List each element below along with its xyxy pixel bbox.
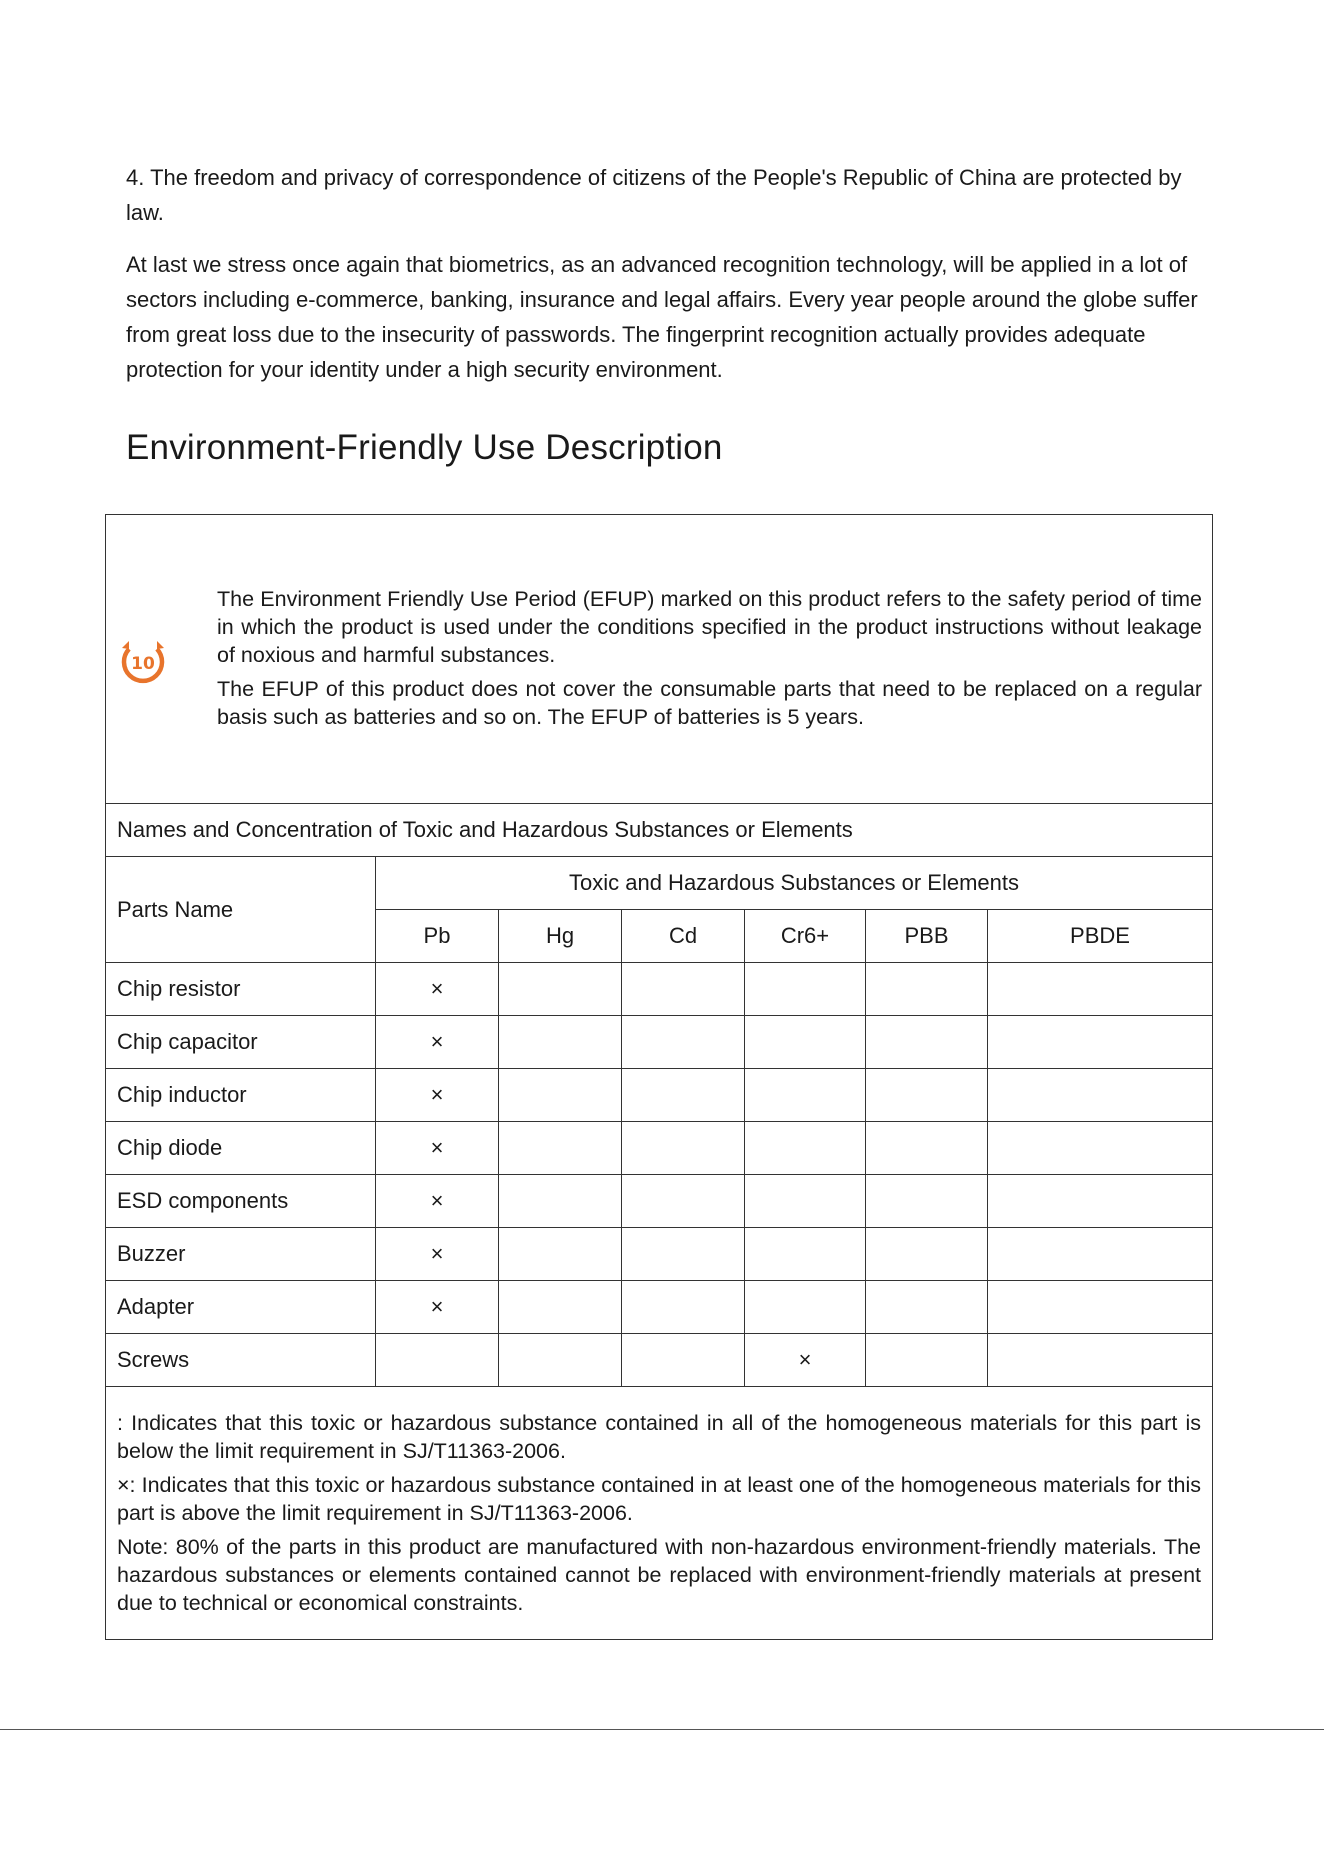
- parts-name-header: Parts Name: [106, 857, 376, 963]
- table-row: [106, 1334, 1213, 1387]
- substance-mark-cell: [622, 1175, 745, 1228]
- substance-mark-cell: [988, 1334, 1213, 1387]
- notes-box: [106, 1387, 1213, 1640]
- table-row: [106, 1122, 1213, 1175]
- substance-mark-cell: [376, 1334, 499, 1387]
- substance-mark-cell: [622, 1069, 745, 1122]
- section-title: Environment-Friendly Use Description: [126, 428, 723, 467]
- part-name-cell: Adapter: [106, 1281, 376, 1334]
- substance-mark-cell: [988, 1069, 1213, 1122]
- substance-mark-cell: [622, 1281, 745, 1334]
- substance-mark-cell: [499, 1281, 622, 1334]
- table-caption: Names and Concentration of Toxic and Hazardous Substances or Elements: [106, 804, 1213, 857]
- footer-divider: [0, 1729, 1324, 1730]
- data-rows: [106, 963, 1213, 1387]
- substance-mark-cell: [499, 1175, 622, 1228]
- efup-10-icon: [120, 638, 166, 684]
- intro-paragraph-1: 4. The freedom and privacy of correspondence of citizens of the People's Republic of China are protected by law.: [126, 165, 1182, 225]
- efup-description: [217, 585, 1202, 737]
- efup-box: [106, 515, 1213, 804]
- part-name-cell: Chip capacitor: [106, 1016, 376, 1069]
- substance-mark-cell: [866, 1016, 988, 1069]
- substance-mark-cell: [622, 1016, 745, 1069]
- substance-header: Cr6+: [745, 910, 866, 963]
- substance-mark-cell: [866, 1069, 988, 1122]
- table-row: [106, 1228, 1213, 1281]
- substance-mark-cell: [866, 1175, 988, 1228]
- note-above-limit: ×: Indicates that this toxic or hazardous substance contained in at least one of the homogeneous materials for this part is above the limit requirement in SJ/T11363-2006.: [117, 1473, 1202, 1525]
- substance-mark-cell: [499, 1016, 622, 1069]
- substances-group-header: Toxic and Hazardous Substances or Elements: [376, 857, 1213, 910]
- substance-header: Hg: [499, 910, 622, 963]
- substance-mark-cell: ×: [376, 1016, 499, 1069]
- substance-mark-cell: ×: [376, 1122, 499, 1175]
- substance-header: PBDE: [988, 910, 1213, 963]
- substance-mark-cell: [622, 963, 745, 1016]
- note-below-limit: : Indicates that this toxic or hazardous substance contained in all of the homogeneous materials for this part is below the limit requirement in SJ/T11363-2006.: [117, 1411, 1202, 1463]
- part-name-cell: Chip diode: [106, 1122, 376, 1175]
- efup-logo-number: 10: [131, 654, 155, 674]
- substance-header: PBB: [866, 910, 988, 963]
- substance-mark-cell: ×: [376, 1281, 499, 1334]
- substance-mark-cell: [745, 1016, 866, 1069]
- substance-mark-cell: [988, 1016, 1213, 1069]
- substance-mark-cell: [988, 1122, 1213, 1175]
- substance-mark-cell: [622, 1228, 745, 1281]
- substance-mark-cell: [988, 1175, 1213, 1228]
- substance-mark-cell: [745, 1175, 866, 1228]
- substance-mark-cell: [988, 963, 1213, 1016]
- part-name-cell: Chip inductor: [106, 1069, 376, 1122]
- substance-mark-cell: [499, 1069, 622, 1122]
- substance-mark-cell: [499, 1334, 622, 1387]
- part-name-cell: ESD components: [106, 1175, 376, 1228]
- substance-header: Pb: [376, 910, 499, 963]
- part-name-cell: Buzzer: [106, 1228, 376, 1281]
- substance-mark-cell: [866, 1122, 988, 1175]
- part-name-cell: Chip resistor: [106, 963, 376, 1016]
- table-row: [106, 1016, 1213, 1069]
- part-name-cell: Screws: [106, 1334, 376, 1387]
- substance-mark-cell: [745, 963, 866, 1016]
- substance-mark-cell: [499, 1122, 622, 1175]
- substance-mark-cell: ×: [745, 1334, 866, 1387]
- substance-mark-cell: [499, 963, 622, 1016]
- table-row: [106, 963, 1213, 1016]
- substance-mark-cell: [866, 1334, 988, 1387]
- efup-table: [105, 514, 1213, 1640]
- substance-mark-cell: [499, 1228, 622, 1281]
- intro-paragraph-2: At last we stress once again that biometrics, as an advanced recognition technology, will be applied in a lot of sectors including e-commerce, banking, insurance and legal affairs. Every year people around the globe suffer from great loss due to the insecurity of passwords. The fingerprint recognition actually provides adequate protection for your identity under a high security environment.: [126, 252, 1198, 382]
- substance-header: Cd: [622, 910, 745, 963]
- substance-mark-cell: ×: [376, 1069, 499, 1122]
- table-row: [106, 1175, 1213, 1228]
- efup-text-1: The Environment Friendly Use Period (EFUP) marked on this product refers to the safety period of time in which the product is used under the conditions specified in the product instructions without leakage of noxious and harmful substances.: [217, 587, 1203, 667]
- substance-mark-cell: [622, 1122, 745, 1175]
- efup-text-2: The EFUP of this product does not cover the consumable parts that need to be replaced on a regular basis such as batteries and so on. The EFUP of batteries is 5 years.: [217, 677, 1203, 729]
- note-materials: Note: 80% of the parts in this product are manufactured with non-hazardous environment-friendly materials. The hazardous substances or elements contained cannot be replaced with environment-friendly materials at present due to technical or economical constraints.: [117, 1535, 1202, 1615]
- substance-mark-cell: [988, 1281, 1213, 1334]
- substance-mark-cell: ×: [376, 1228, 499, 1281]
- substance-mark-cell: [866, 963, 988, 1016]
- substance-mark-cell: [622, 1334, 745, 1387]
- table-row: [106, 1281, 1213, 1334]
- substance-mark-cell: [866, 1228, 988, 1281]
- substance-mark-cell: ×: [376, 1175, 499, 1228]
- substance-mark-cell: [745, 1122, 866, 1175]
- substance-mark-cell: [988, 1228, 1213, 1281]
- table-row: [106, 1069, 1213, 1122]
- substance-mark-cell: [745, 1069, 866, 1122]
- substance-mark-cell: ×: [376, 963, 499, 1016]
- substance-mark-cell: [745, 1228, 866, 1281]
- substance-mark-cell: [866, 1281, 988, 1334]
- substance-mark-cell: [745, 1281, 866, 1334]
